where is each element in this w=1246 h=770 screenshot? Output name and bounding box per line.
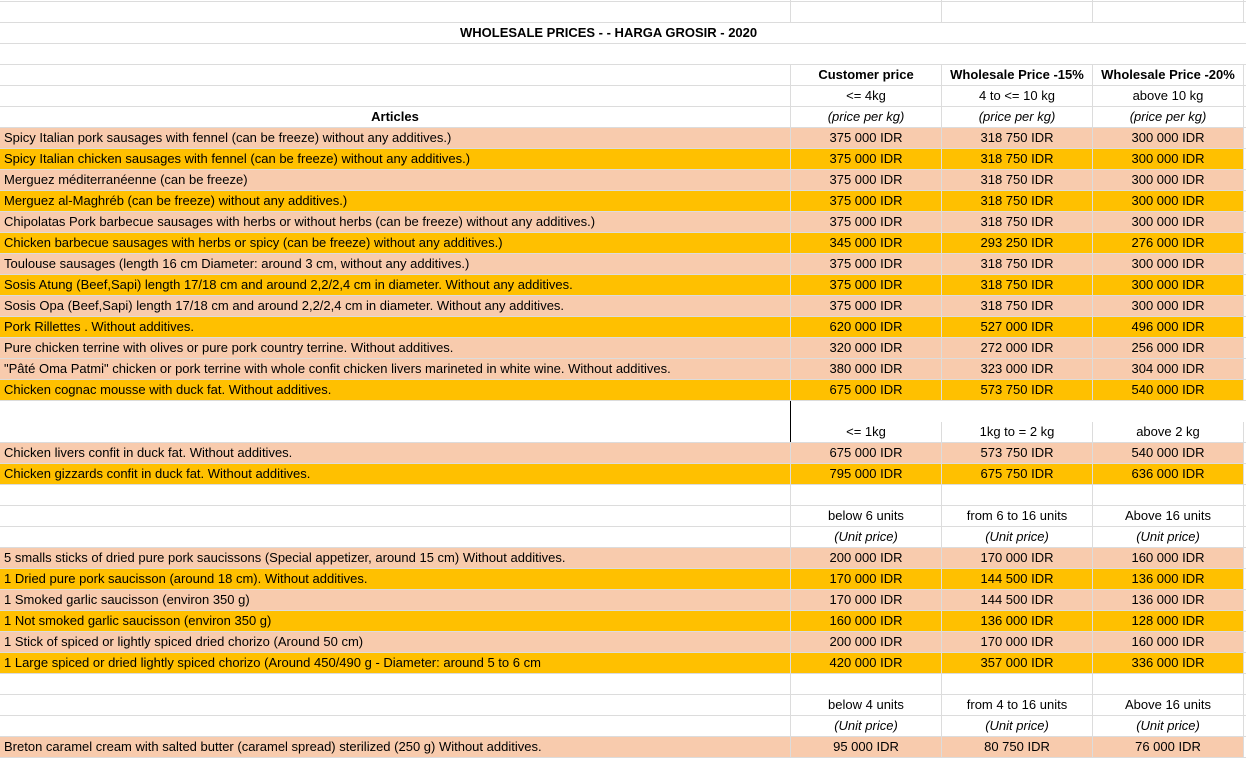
article-name-cell: 1 Stick of spiced or lightly spiced dried chorizo (Around 50 cm) — [0, 632, 790, 652]
wholesale-15-cell: 675 750 IDR — [941, 464, 1092, 484]
section1-range-row — [0, 86, 1246, 107]
customer-price-cell: 375 000 IDR — [790, 149, 941, 169]
empty-row — [0, 485, 1246, 506]
unit-cell: (price per kg) — [790, 107, 941, 127]
section2-items — [0, 443, 1246, 485]
article-name-cell: Chicken cognac mousse with duck fat. Without additives. — [0, 380, 790, 400]
header-customer-price: Customer price — [790, 65, 941, 85]
table-row — [0, 653, 1246, 674]
article-name-cell: Sosis Atung (Beef,Sapi) length 17/18 cm and around 2,2/2,4 cm in diameter. Without any additives. — [0, 275, 790, 295]
customer-price-cell: 170 000 IDR — [790, 569, 941, 589]
article-name-cell: Chicken livers confit in duck fat. Without additives. — [0, 443, 790, 463]
wholesale-15-cell: 318 750 IDR — [941, 254, 1092, 274]
unit-cell: (Unit price) — [1092, 527, 1244, 547]
wholesale-15-cell: 318 750 IDR — [941, 212, 1092, 232]
range-cell: above 10 kg — [1092, 86, 1244, 106]
article-name-cell: 1 Not smoked garlic saucisson (environ 350 g) — [0, 611, 790, 631]
range-cell: below 4 units — [790, 695, 941, 715]
customer-price-cell: 675 000 IDR — [790, 443, 941, 463]
wholesale-20-cell: 300 000 IDR — [1092, 212, 1244, 232]
table-row — [0, 611, 1246, 632]
section3-items — [0, 548, 1246, 674]
article-name-cell: Merguez méditerranéenne (can be freeze) — [0, 170, 790, 190]
customer-price-cell: 620 000 IDR — [790, 317, 941, 337]
wholesale-15-cell: 573 750 IDR — [941, 380, 1092, 400]
wholesale-20-cell: 496 000 IDR — [1092, 317, 1244, 337]
table-row — [0, 338, 1246, 359]
range-cell: <= 4kg — [790, 86, 941, 106]
article-name-cell: "Pâté Oma Patmi" chicken or pork terrine with whole confit chicken livers marineted in white wine. Without additives. — [0, 359, 790, 379]
article-name-cell: 5 smalls sticks of dried pure pork saucissons (Special appetizer, around 15 cm) Without additives. — [0, 548, 790, 568]
wholesale-15-cell: 357 000 IDR — [941, 653, 1092, 673]
header-wholesale-15: Wholesale Price -15% — [941, 65, 1092, 85]
article-name-cell: Merguez al-Maghréb (can be freeze) without any additives.) — [0, 191, 790, 211]
wholesale-20-cell: 304 000 IDR — [1092, 359, 1244, 379]
wholesale-20-cell: 76 000 IDR — [1092, 737, 1244, 757]
customer-price-cell: 420 000 IDR — [790, 653, 941, 673]
articles-heading: Articles — [371, 109, 419, 124]
table-row — [0, 275, 1246, 296]
customer-price-cell: 375 000 IDR — [790, 128, 941, 148]
unit-cell: (Unit price) — [1092, 716, 1244, 736]
customer-price-cell: 170 000 IDR — [790, 590, 941, 610]
wholesale-15-cell: 527 000 IDR — [941, 317, 1092, 337]
wholesale-15-cell: 80 750 IDR — [941, 737, 1092, 757]
empty-row — [0, 674, 1246, 695]
range-cell: Above 16 units — [1092, 695, 1244, 715]
table-row — [0, 737, 1246, 758]
table-row — [0, 443, 1246, 464]
wholesale-20-cell: 160 000 IDR — [1092, 632, 1244, 652]
empty-row — [0, 2, 1246, 23]
range-cell: 1kg to = 2 kg — [941, 422, 1092, 442]
customer-price-cell: 380 000 IDR — [790, 359, 941, 379]
section3-unit-row — [0, 527, 1246, 548]
customer-price-cell: 200 000 IDR — [790, 632, 941, 652]
customer-price-cell: 320 000 IDR — [790, 338, 941, 358]
wholesale-15-cell: 136 000 IDR — [941, 611, 1092, 631]
wholesale-20-cell: 300 000 IDR — [1092, 128, 1244, 148]
table-row — [0, 296, 1246, 317]
table-row — [0, 548, 1246, 569]
sheet-title: WHOLESALE PRICES - - HARGA GROSIR - 2020 — [460, 25, 758, 40]
wholesale-15-cell: 144 500 IDR — [941, 590, 1092, 610]
wholesale-20-cell: 128 000 IDR — [1092, 611, 1244, 631]
table-row — [0, 128, 1246, 149]
customer-price-cell: 795 000 IDR — [790, 464, 941, 484]
empty-row — [0, 401, 1246, 422]
wholesale-15-cell: 272 000 IDR — [941, 338, 1092, 358]
wholesale-20-cell: 300 000 IDR — [1092, 296, 1244, 316]
wholesale-20-cell: 136 000 IDR — [1092, 569, 1244, 589]
article-name-cell: Toulouse sausages (length 16 cm Diameter: around 3 cm, without any additives.) — [0, 254, 790, 274]
table-row — [0, 254, 1246, 275]
unit-cell: (price per kg) — [1092, 107, 1244, 127]
wholesale-15-cell: 318 750 IDR — [941, 296, 1092, 316]
wholesale-20-cell: 540 000 IDR — [1092, 380, 1244, 400]
unit-cell: (price per kg) — [941, 107, 1092, 127]
table-row — [0, 149, 1246, 170]
unit-cell: (Unit price) — [941, 716, 1092, 736]
header-wholesale-20: Wholesale Price -20% — [1092, 65, 1244, 85]
table-row — [0, 212, 1246, 233]
article-name-cell: Chicken barbecue sausages with herbs or spicy (can be freeze) without any additives.) — [0, 233, 790, 253]
table-row — [0, 233, 1246, 254]
section4-items — [0, 737, 1246, 758]
wholesale-20-cell: 160 000 IDR — [1092, 548, 1244, 568]
wholesale-20-cell: 300 000 IDR — [1092, 191, 1244, 211]
wholesale-15-cell: 318 750 IDR — [941, 191, 1092, 211]
table-row — [0, 464, 1246, 485]
table-row — [0, 359, 1246, 380]
customer-price-cell: 375 000 IDR — [790, 275, 941, 295]
wholesale-20-cell: 300 000 IDR — [1092, 170, 1244, 190]
section4-unit-row — [0, 716, 1246, 737]
wholesale-15-cell: 170 000 IDR — [941, 548, 1092, 568]
wholesale-20-cell: 300 000 IDR — [1092, 254, 1244, 274]
section1-items — [0, 128, 1246, 401]
customer-price-cell: 375 000 IDR — [790, 254, 941, 274]
wholesale-15-cell: 573 750 IDR — [941, 443, 1092, 463]
range-cell: <= 1kg — [790, 422, 941, 442]
wholesale-15-cell: 318 750 IDR — [941, 275, 1092, 295]
wholesale-15-cell: 293 250 IDR — [941, 233, 1092, 253]
wholesale-20-cell: 256 000 IDR — [1092, 338, 1244, 358]
article-name-cell: Breton caramel cream with salted butter (caramel spread) sterilized (250 g) Without additives. — [0, 737, 790, 757]
customer-price-cell: 345 000 IDR — [790, 233, 941, 253]
section4-range-row — [0, 695, 1246, 716]
article-name-cell: Pure chicken terrine with olives or pure pork country terrine. Without additives. — [0, 338, 790, 358]
table-row — [0, 380, 1246, 401]
range-cell: below 6 units — [790, 506, 941, 526]
table-row — [0, 317, 1246, 338]
customer-price-cell: 160 000 IDR — [790, 611, 941, 631]
customer-price-cell: 375 000 IDR — [790, 212, 941, 232]
empty-row — [0, 44, 1246, 65]
article-name-cell: 1 Smoked garlic saucisson (environ 350 g) — [0, 590, 790, 610]
article-name-cell: Chipolatas Pork barbecue sausages with herbs or without herbs (can be freeze) without any additives.) — [0, 212, 790, 232]
wholesale-20-cell: 276 000 IDR — [1092, 233, 1244, 253]
wholesale-20-cell: 336 000 IDR — [1092, 653, 1244, 673]
wholesale-20-cell: 300 000 IDR — [1092, 275, 1244, 295]
article-name-cell: Sosis Opa (Beef,Sapi) length 17/18 cm and around 2,2/2,4 cm in diameter. Without any additives. — [0, 296, 790, 316]
title-row — [0, 23, 1246, 44]
customer-price-cell: 95 000 IDR — [790, 737, 941, 757]
customer-price-cell: 375 000 IDR — [790, 191, 941, 211]
table-row — [0, 569, 1246, 590]
article-name-cell: Chicken gizzards confit in duck fat. Without additives. — [0, 464, 790, 484]
range-cell: above 2 kg — [1092, 422, 1244, 442]
customer-price-cell: 675 000 IDR — [790, 380, 941, 400]
header-row — [0, 65, 1246, 86]
articles-row — [0, 107, 1246, 128]
unit-cell: (Unit price) — [790, 716, 941, 736]
table-row — [0, 170, 1246, 191]
wholesale-15-cell: 318 750 IDR — [941, 128, 1092, 148]
article-name-cell: Pork Rillettes . Without additives. — [0, 317, 790, 337]
range-cell: 4 to <= 10 kg — [941, 86, 1092, 106]
article-name-cell: 1 Large spiced or dried lightly spiced chorizo (Around 450/490 g - Diameter: around 5 to 6 cm — [0, 653, 790, 673]
wholesale-15-cell: 323 000 IDR — [941, 359, 1092, 379]
range-cell: from 4 to 16 units — [941, 695, 1092, 715]
unit-cell: (Unit price) — [790, 527, 941, 547]
section2-range-row — [0, 422, 1246, 443]
article-name-cell: Spicy Italian pork sausages with fennel (can be freeze) without any additives.) — [0, 128, 790, 148]
customer-price-cell: 375 000 IDR — [790, 170, 941, 190]
unit-cell: (Unit price) — [941, 527, 1092, 547]
article-name-cell: Spicy Italian chicken sausages with fennel (can be freeze) without any additives.) — [0, 149, 790, 169]
wholesale-20-cell: 540 000 IDR — [1092, 443, 1244, 463]
table-row — [0, 191, 1246, 212]
wholesale-15-cell: 170 000 IDR — [941, 632, 1092, 652]
section3-range-row — [0, 506, 1246, 527]
range-cell: from 6 to 16 units — [941, 506, 1092, 526]
wholesale-15-cell: 318 750 IDR — [941, 149, 1092, 169]
customer-price-cell: 375 000 IDR — [790, 296, 941, 316]
table-row — [0, 590, 1246, 611]
article-name-cell: 1 Dried pure pork saucisson (around 18 cm). Without additives. — [0, 569, 790, 589]
table-row — [0, 632, 1246, 653]
wholesale-20-cell: 136 000 IDR — [1092, 590, 1244, 610]
range-cell: Above 16 units — [1092, 506, 1244, 526]
wholesale-15-cell: 144 500 IDR — [941, 569, 1092, 589]
wholesale-15-cell: 318 750 IDR — [941, 170, 1092, 190]
wholesale-20-cell: 300 000 IDR — [1092, 149, 1244, 169]
customer-price-cell: 200 000 IDR — [790, 548, 941, 568]
wholesale-20-cell: 636 000 IDR — [1092, 464, 1244, 484]
